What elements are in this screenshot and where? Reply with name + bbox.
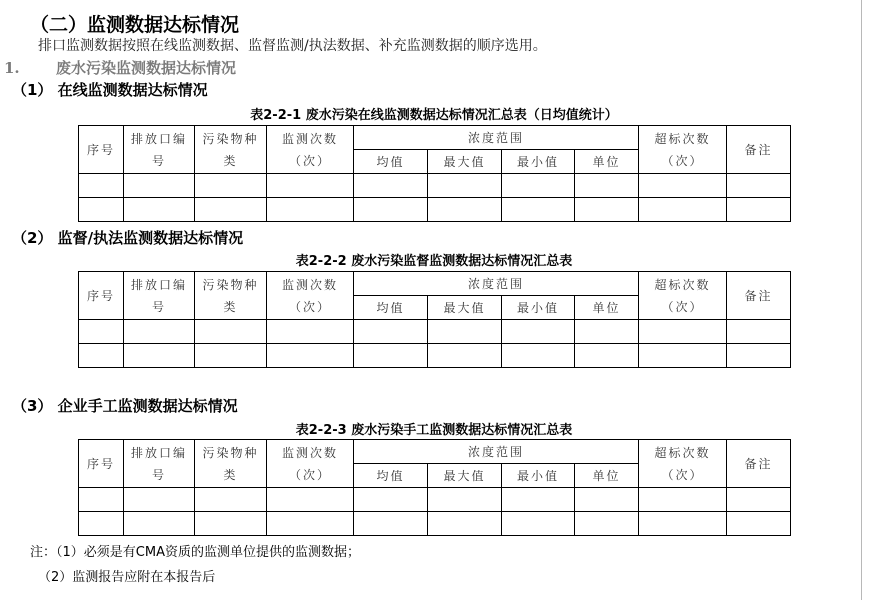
col-count: 监测次数 （次）: [267, 440, 354, 488]
intro-text: 排口监测数据按照在线监测数据、监督监测/执法数据、补充监测数据的顺序选用。: [38, 38, 547, 54]
table-row: [79, 344, 791, 368]
col-unit: 单位: [575, 296, 639, 320]
col-range: 浓度范围: [354, 272, 639, 296]
col-exceed: 超标次数 （次）: [639, 440, 727, 488]
col-mean: 均值: [354, 296, 428, 320]
section-2-heading: （2） 监督/执法监测数据达标情况: [12, 229, 244, 247]
note-2: （2）监测报告应附在本报告后: [38, 570, 216, 585]
table-1-caption: 表2-2-1 废水污染在线监测数据达标情况汇总表（日均值统计）: [250, 108, 618, 123]
col-outlet: 排放口编 号: [124, 126, 195, 174]
col-unit: 单位: [575, 150, 639, 174]
col-seq: 序号: [79, 126, 124, 174]
col-outlet: 排放口编 号: [124, 272, 195, 320]
col-max: 最大值: [428, 150, 502, 174]
col-min: 最小值: [502, 296, 575, 320]
table-row: [79, 512, 791, 536]
col-mean: 均值: [354, 464, 428, 488]
table-row: [79, 174, 791, 198]
col-remark: 备注: [727, 440, 791, 488]
col-min: 最小值: [502, 150, 575, 174]
section-3-heading: （3） 企业手工监测数据达标情况: [12, 397, 238, 415]
col-max: 最大值: [428, 296, 502, 320]
col-mean: 均值: [354, 150, 428, 174]
col-remark: 备注: [727, 126, 791, 174]
col-range: 浓度范围: [354, 126, 639, 150]
col-exceed: 超标次数 （次）: [639, 126, 727, 174]
note-1: 注：（1）必须是有CMA资质的监测单位提供的监测数据；: [30, 545, 360, 560]
col-seq: 序号: [79, 272, 124, 320]
subsection-title: [4, 57, 236, 78]
table-2: [78, 271, 791, 368]
col-pollutant: 污染物种 类: [195, 126, 267, 174]
col-count: 监测次数 （次）: [267, 126, 354, 174]
section-1-heading: （1） 在线监测数据达标情况: [12, 81, 208, 99]
section-heading: （二）监测数据达标情况: [30, 14, 240, 36]
col-unit: 单位: [575, 464, 639, 488]
table-row: [79, 320, 791, 344]
col-outlet: 排放口编 号: [124, 440, 195, 488]
col-seq: 序号: [79, 440, 124, 488]
page-right-border: [861, 0, 862, 600]
col-min: 最小值: [502, 464, 575, 488]
table-1: [78, 125, 791, 222]
table-row: [79, 198, 791, 222]
col-remark: 备注: [727, 272, 791, 320]
col-exceed: 超标次数 （次）: [639, 272, 727, 320]
table-row: [79, 488, 791, 512]
table-3: [78, 439, 791, 536]
subsection-number: 1.: [4, 59, 20, 77]
col-max: 最大值: [428, 464, 502, 488]
col-pollutant: 污染物种 类: [195, 440, 267, 488]
col-range: 浓度范围: [354, 440, 639, 464]
subsection-label: 废水污染监测数据达标情况: [56, 59, 237, 77]
table-3-caption: 表2-2-3 废水污染手工监测数据达标情况汇总表: [295, 423, 573, 438]
col-count: 监测次数 （次）: [267, 272, 354, 320]
col-pollutant: 污染物种 类: [195, 272, 267, 320]
table-2-caption: 表2-2-2 废水污染监督监测数据达标情况汇总表: [295, 254, 573, 269]
